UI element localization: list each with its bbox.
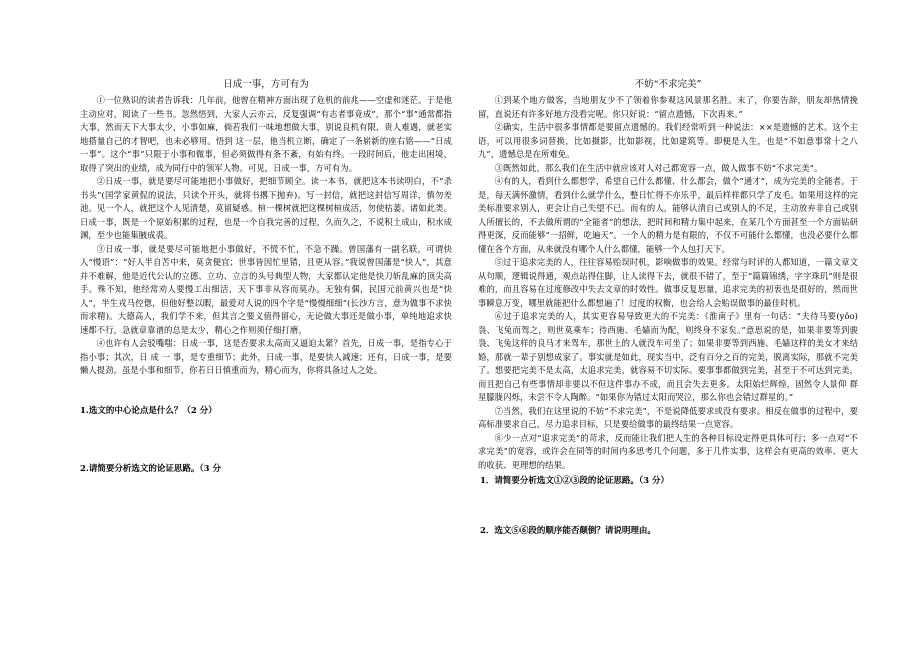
right-paragraph-2: ②确实，生活中很多事情都是要留点遗憾的。我们经常听到一种说法：××是遗憾的艺术。这个主语，可以用很多词替换，比如摄影，比如影视，比如建筑等。即便是人生，也是“不如意事常十之八九”，遗憾总是在所难免。 [478,122,858,159]
right-question-1: 1．请简要分析选文①②③段的论证思路。（3 分） [480,476,670,486]
left-question-2: 2.请简要分析选文的论证思路。（3 分 [80,463,221,474]
right-article [478,78,858,538]
left-article [80,78,452,476]
left-paragraph-3: ③日成一事，就是要尽可能地把小事做好，不慌不忙，不急不躁。曾国藩有一副名联，可谓快人“慢语”：“好人半自苦中来，莫贪便宜；世事皆因忙里错，且更从容。”我说曾国藩是“快人”，其意并不难解，他是近代公认的立德、立功、立言的头号典型人物，大家都认定他是快刀斩乱麻的顶尖高手。殊不知，他经常劝人要慢工出细活，天下事非从容而莫办。无独有偶，民国元前黄兴也是“快人”，半生戎马倥偬，但他好整以暇，最爱对人说的四个字是“慢慢细细”(长沙方言，意为做事不求快而求精)。大德高人，我们学不来，但其言之要义值得留心，无论做大事还是做小事，单纯地追求快速都不行，急就章靠谱的总是太少，精心之作则须仔细打磨。 [80,243,452,335]
left-question-1: 1.选文的中心论点是什么？（2 分） [80,405,217,416]
right-paragraph-6: ⑥过于追求完美的人，其实更容易导致更大的不完美：《淮南子》里有一句话：“夫待马要(yǒo)袅、飞兔而驾之，则世莫乘车；待西施、毛嫱而为配，则终身不家矣。”意思说的是，如果非要等到骏袅、飞兔这样的良马才来驾车，那世上的人就没车可坐了；如果非要等到西施、毛嫱这样的美女才来结婚，那就一辈子别想成家了。事实就是如此，现实当中，泛有百分之百的完美，脱离实际，那就不完美了。想要把完美不是太高，太追求完美，就容易不切实际。要事事都做到完美，甚至于不可达到完美，而且把自己有些事情却非要以不但这件事办不成，而且会失去更多。太阳始烂辉煌，固然令人景仰 群星朦胧闪烁，未尝不令人陶醉。“如果你为错过太阳而哭泣，那么你也会错过群星的。” [478,311,858,402]
right-paragraph-5: ⑤过于追求完美的人，往往容易贻误时机，影响做事的效果。经常与时评的人都知道，一篇文章文从句顺，逻辑说得通，观点站得住脚，让人读得下去，就很不错了，至于“篇篇锦绣，字字珠玑”则是很难的，而且容易在过度修改中失去文章的时效性。做事反复思量，追求完美的初衷也是很好的，然而世事瞬息万变，哪里就能把什么都想遍了！过度的权衡，也会给人会贻误做事的最佳时机。 [478,257,858,308]
right-paragraph-8: ⑧少一点对“追求完美”的苛求，反而能让我们把人生的各种目标设定得更具体可行；多一点对“不求完美”的宽容，或许会在同等的时间内多思考几个问题，多于几件实事，这样会有更高的效率、更大的收获、更理想的结果。 [478,432,858,470]
right-paragraph-1: ①到某个地方做客，当地朋友少不了领着你参观这风景那名胜。末了，你要告辞，朋友却热情挽留，直说还有许多好地方没看完呢。你只好说：“留点遗憾，下次再来。” [478,95,858,119]
right-question-2: 2．选文⑤⑥段的顺序能否颠倒？请说明理由。 [480,526,656,536]
left-paragraph-2: ②日成一事，就是要尽可能地把小事做好，把细节顾全。读一本书，就把这本书读明白，不“杀书头”(国学家黄侃的说法，只读个开头，就将书撂下抛弃)。写一封信，就把这封信写周详，慎勿差池。见一个人，就把这个人见清楚，莫留疑惑。楦一棵树就把这棵树楦成活，勿使枯萎。诸如此类。日成一事，既是一个原始积累的过程，也是一个自我完善的过程，久而久之，不说积土成山，积水成渊，至少也能集腋成裘。 [80,176,452,240]
left-paragraph-4: ④也许有人会驳嘴嗤：日成一事，这是否要求太高而又逼迫太紧？首先，日成一事，是指专心于指小事；其次，日 成 一 事，是专重细节；此外，日成一事，是要快人减速；还有，日成一事，是要懒人提劲。虽是小事和细节，你若日日慎重而为，精心而为，你将具备过人之处。 [80,338,452,375]
right-paragraph-7: ⑦当然，我们在这里说的不妨“不求完美”，不是说降低要求或没有要求。相反在做事的过程中，要高标准要求自己，尽力追求目标，只是要给做事的最终结果一点宽容。 [478,405,858,429]
left-article-title: 日成一事，方可有为 [223,79,309,90]
right-article-title: 不妨“不求完美” [634,79,702,90]
right-paragraph-3: ③既然如此，那么我们在生活中就应该对人对己都宽容一点，做人做事不妨“不求完美”。 [494,162,823,173]
right-paragraph-4: ④有的人，看到什么都想学，希望自己什么都懂、什么都会，做个“通才”，成为完美的全能者。于是，每天满怀激情，看到什么就学什么，整日忙得不亦乐乎，最后样样都只学了皮毛。如果用这样的完美标准要求别人，更会让自己失望不已。而有的人，能够认清自己或别人的不足，主动放弃非自己或别人所擅长的，不去做所谓的“全能者”的想法，把时间和精力集中起来，在某几个方面甚至一个方面钻研得更深，反而能够“一招鲜，吃遍天”。一个人的精力是有限的，不仅不可能什么都懂，也没必要什么都懂在各个方面，从来就没有哪个人什么都懂，能够一个人包打天下。 [478,176,858,254]
left-paragraph-1: ①一位熟识的读者告诉我：几年前，他曾在精神方面出现了危机的前兆——空虚和迷茫。于是他主动应对，阅读了一些书。忽然悟到，大家人云亦云，反复强调“有志者事竟成”，那个“事”通常都指大事，然而天下大事太少，小事如麻，倘若我们一味地想做大事，别说良机有限，贵人难遇，就老实地搭量自己的才智吧，也未必够用。悟到 这一层，他当机立断，确定了一条崭新的座右铭——“日成一事”。这个“事”只限于小事和微事，但必须做得有条不紊，有始有终。一段时间后，他走出困境，取得了突出的业绩，成为同行中的领军人物。可见，日成一事，方可有为。 [80,95,452,173]
